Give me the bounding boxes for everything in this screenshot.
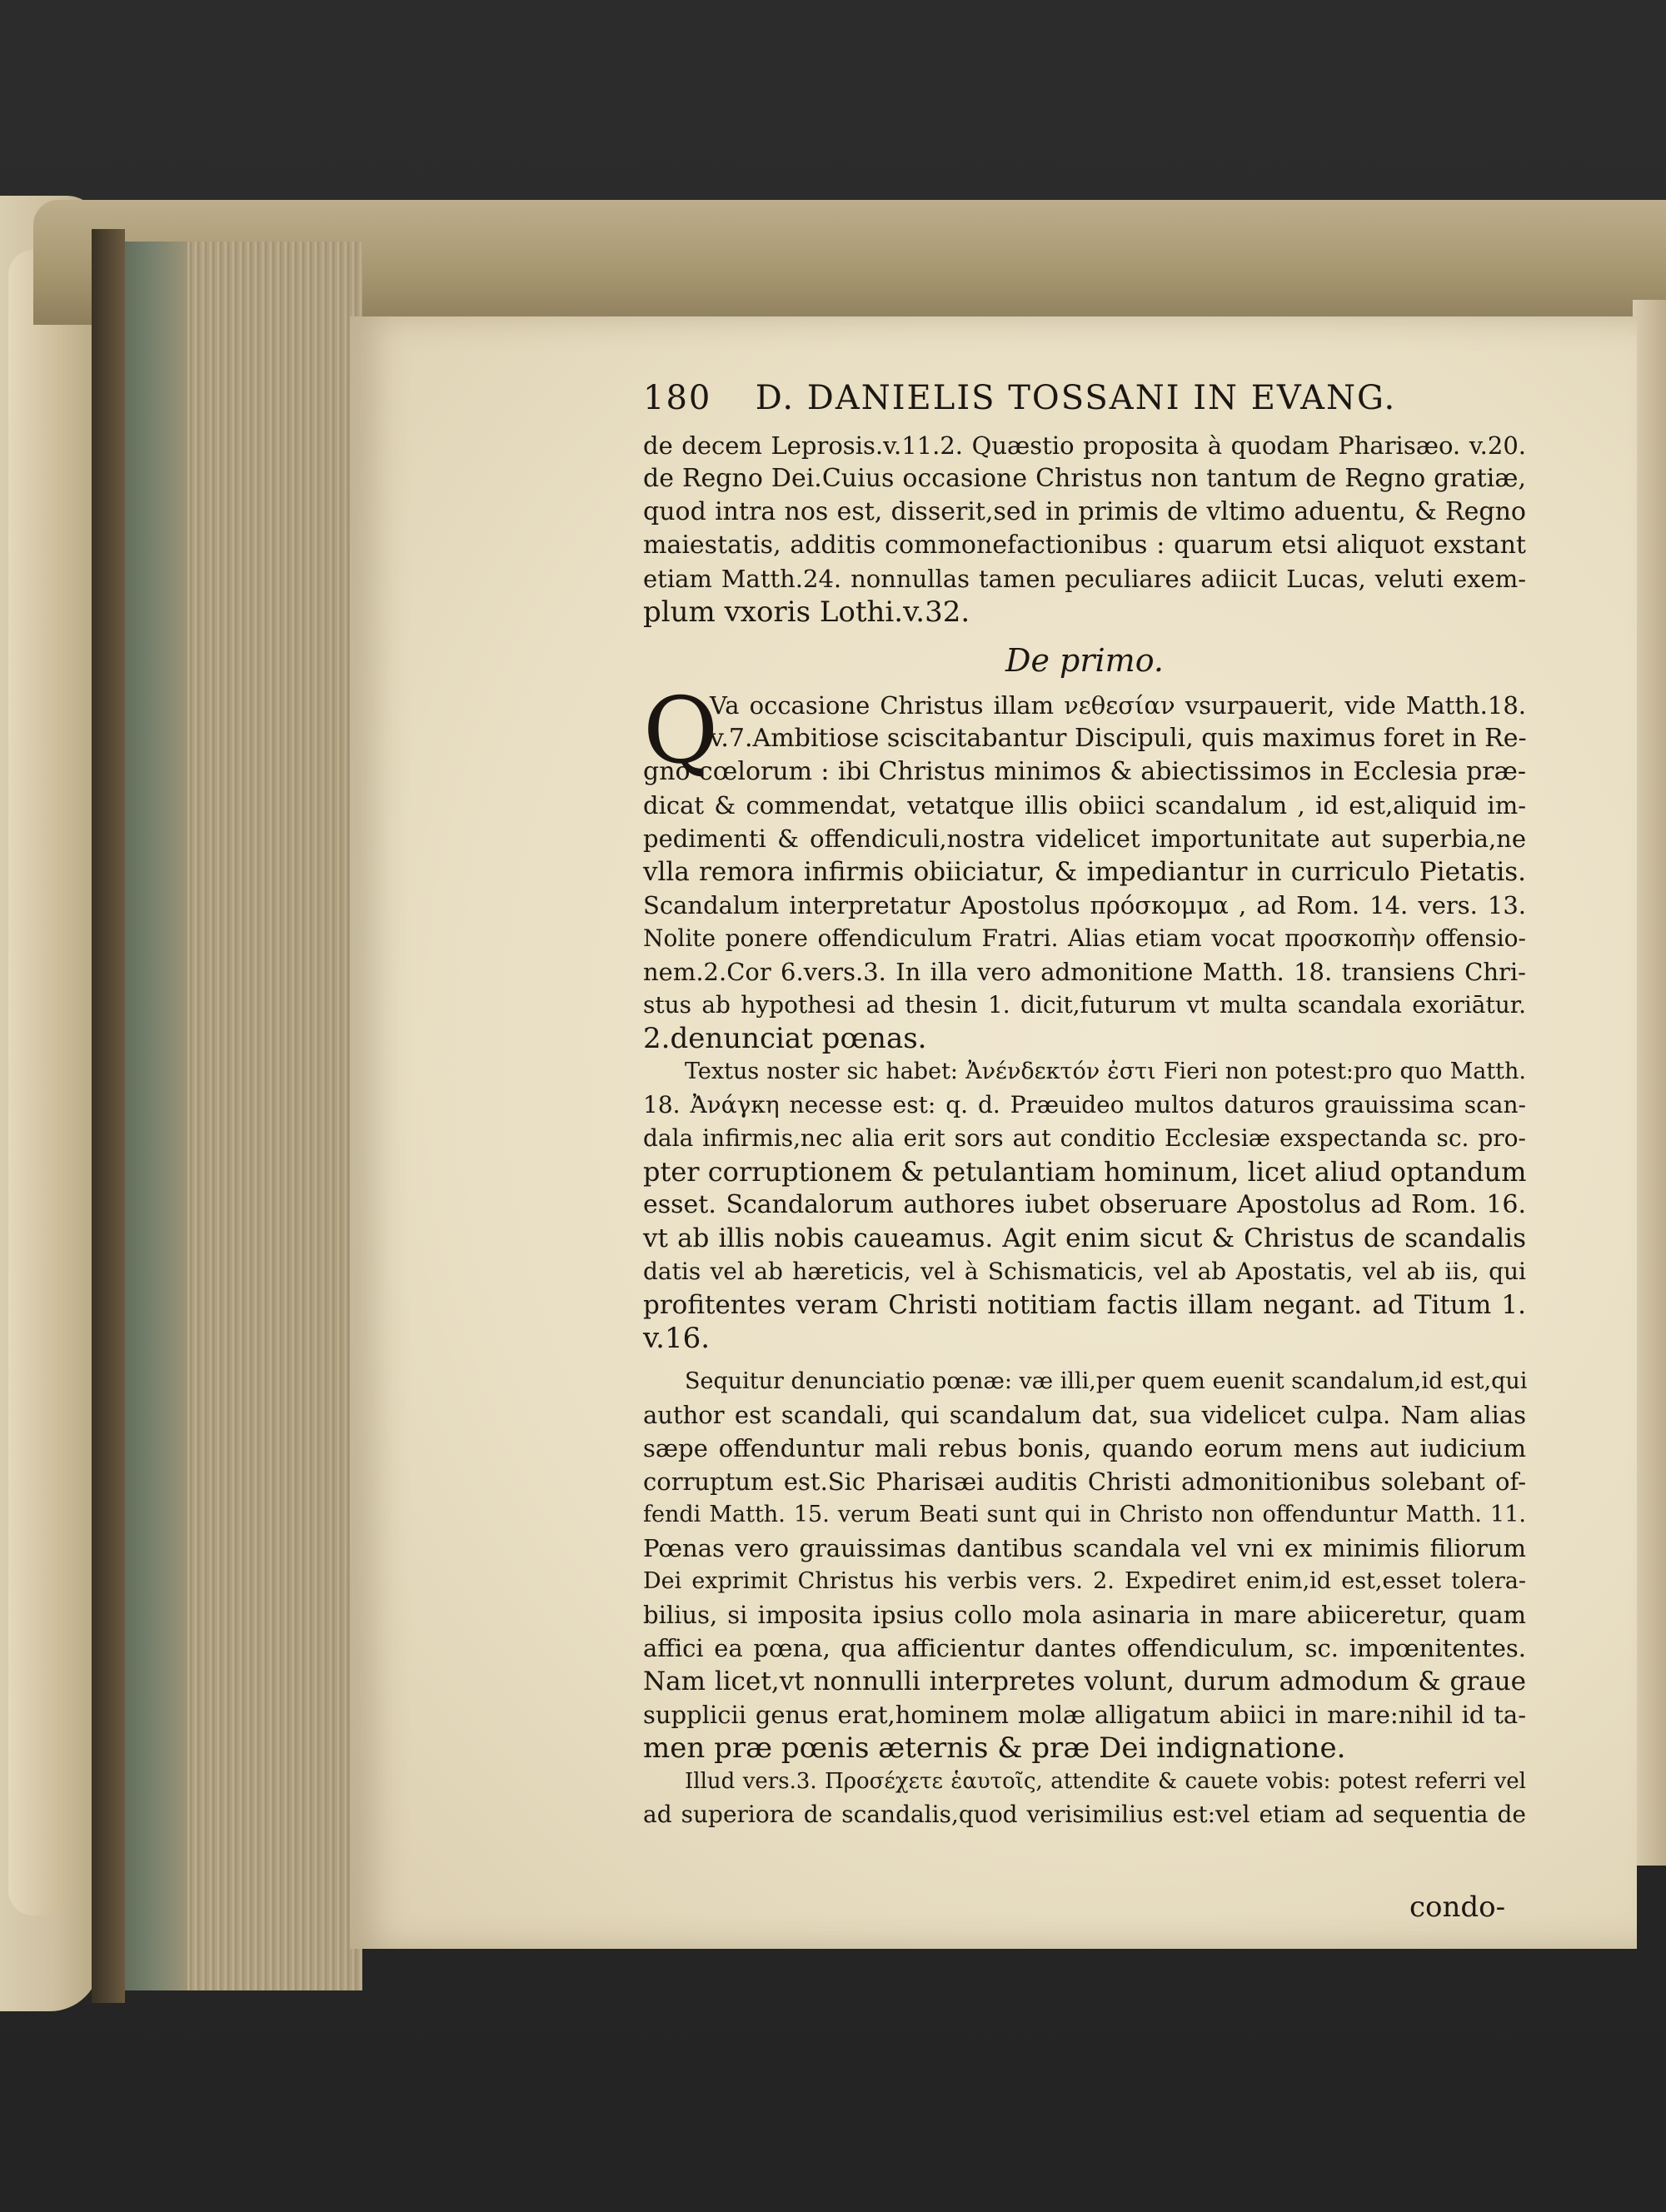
text-line: 18. Ἀνάγκη necesse est: q. d. Præuideo multos daturos grauissima scan- xyxy=(643,1091,1526,1118)
text-line: datis vel ab hæreticis, vel à Schismaticis, vel ab Apostatis, vel ab iis, qui xyxy=(643,1258,1526,1285)
text-line: plum vxoris Lothi.v.32. xyxy=(643,595,970,629)
section-heading: De primo. xyxy=(1005,642,1164,679)
drop-cap-initial: Q xyxy=(643,677,719,784)
text-line: Dei exprimit Christus his verbis vers. 2. Expediret enim,id est,esset tolera- xyxy=(643,1568,1526,1594)
text-line: dala infirmis,nec alia erit sors aut conditio Ecclesiæ exspectanda sc. pro- xyxy=(643,1124,1526,1152)
text-line: de Regno Dei.Cuius occasione Christus non tantum de Regno gratiæ, xyxy=(643,464,1526,493)
text-line: de decem Leprosis.v.11.2. Quæstio proposita à quodam Pharisæo. v.20. xyxy=(643,431,1526,460)
text-line: Pœnas vero grauissimas dantibus scandala vel vni ex minimis filiorum xyxy=(643,1534,1526,1562)
text-line: supplicii genus erat,hominem molæ alligatum abiici in mare:nihil id ta- xyxy=(643,1701,1526,1729)
paragraph-5 xyxy=(643,1765,1526,1831)
text-line: Sequitur denunciatio pœnæ: væ illi,per quem euenit scandalum,id est,qui xyxy=(685,1368,1528,1394)
text-line: vt ab illis nobis caueamus. Agit enim sicut & Christus de scandalis xyxy=(643,1223,1526,1253)
page-number: 180 xyxy=(643,379,712,417)
text-line: Scandalum interpretatur Apostolus πρόσκομμα , ad Rom. 14. vers. 13. xyxy=(643,891,1526,919)
paragraph-gap xyxy=(643,1355,1526,1365)
text-line: profitentes veram Christi notitiam factis illam negant. ad Titum 1. xyxy=(643,1290,1526,1320)
text-line: esset. Scandalorum authores iubet obseruare Apostolus ad Rom. 16. xyxy=(643,1190,1526,1219)
text-line: affici ea pœna, qua afficientur dantes offendiculum, sc. impœnitentes. xyxy=(643,1634,1526,1662)
paragraph-4 xyxy=(643,1365,1526,1765)
text-line: v.7.Ambitiose sciscitabantur Discipuli, quis maximus foret in Re- xyxy=(710,724,1527,753)
catchword: condo- xyxy=(1409,1891,1506,1924)
text-line: Textus noster sic habet: Ἀνένδεκτόν ἐστι Fieri non potest:pro quo Matth. xyxy=(685,1059,1526,1084)
text-line: bilius, si imposita ipsius collo mola asinaria in mare abiiceretur, quam xyxy=(643,1601,1526,1629)
text-line: Va occasione Christus illam νεθεσίαν vsurpauerit, vide Matth.18. xyxy=(710,691,1526,720)
text-line: stus ab hypothesi ad thesin 1. dicit,futurum vt multa scandala exoriātur. xyxy=(643,991,1526,1019)
text-line: maiestatis, additis commonefactionibus : quarum etsi aliquot exstant xyxy=(643,531,1526,560)
spine-shadow xyxy=(92,229,125,2003)
paragraph-2 xyxy=(643,677,1527,1055)
text-line: sæpe offenduntur mali rebus bonis, quando eorum mens aut iudicium xyxy=(643,1434,1526,1462)
text-line: author est scandali, qui scandalum dat, sua videlicet culpa. Nam alias xyxy=(643,1401,1526,1429)
running-head-title: D. DANIELIS TOSSANI IN EVANG. xyxy=(755,379,1397,417)
text-line: etiam Matth.24. nonnullas tamen peculiares adiicit Lucas, veluti exem- xyxy=(643,565,1526,593)
text-line: Nolite ponere offendiculum Fratri. Alias etiam vocat προσκοπὴν offensio- xyxy=(643,924,1526,952)
text-line: Nam licet,vt nonnulli interpretes volunt, durum admodum & graue xyxy=(643,1666,1526,1696)
text-line: corruptum est.Sic Pharisæi auditis Christi admonitionibus solebant of- xyxy=(643,1467,1526,1496)
right-page-edge xyxy=(1633,300,1666,1866)
text-line: pter corruptionem & petulantiam hominum, licet aliud optandum xyxy=(643,1156,1527,1188)
text-line: nem.2.Cor 6.vers.3. In illa vero admonitione Matth. 18. transiens Chri- xyxy=(643,958,1526,986)
paragraph-3 xyxy=(643,1055,1526,1355)
text-line: Illud vers.3. Προσέχετε ἑαυτοῖς, attendite & cauete vobis: potest referri vel xyxy=(685,1769,1526,1794)
text-line: vlla remora infirmis obiiciatur, & impediantur in curriculo Pietatis. xyxy=(643,857,1526,887)
text-line: fendi Matth. 15. verum Beati sunt qui in Christo non offenduntur Matth. 11. xyxy=(643,1502,1526,1527)
text-line: 2.denunciat pœnas. xyxy=(643,1022,927,1055)
text-line: dicat & commendat, vetatque illis obiici scandalum , id est,aliquid im- xyxy=(643,791,1526,820)
text-line: ad superiora de scandalis,quod verisimilius est:vel etiam ad sequentia de xyxy=(643,1801,1526,1828)
paragraph-1 xyxy=(643,429,1526,629)
text-line: v.16. xyxy=(643,1322,711,1355)
body-text xyxy=(643,429,1526,1831)
left-cover-edge xyxy=(8,250,67,1916)
text-line: men præ pœnis æternis & præ Dei indignatione. xyxy=(643,1731,1346,1765)
text-line: pedimenti & offendiculi,nostra videlicet importunitate aut superbia,ne xyxy=(643,825,1526,853)
running-head xyxy=(643,379,1476,429)
text-line: gno cœlorum : ibi Christus minimos & abiectissimos in Ecclesia præ- xyxy=(643,757,1526,786)
text-line: quod intra nos est, disserit,sed in primis de vltimo aduentu, & Regno xyxy=(643,497,1526,526)
